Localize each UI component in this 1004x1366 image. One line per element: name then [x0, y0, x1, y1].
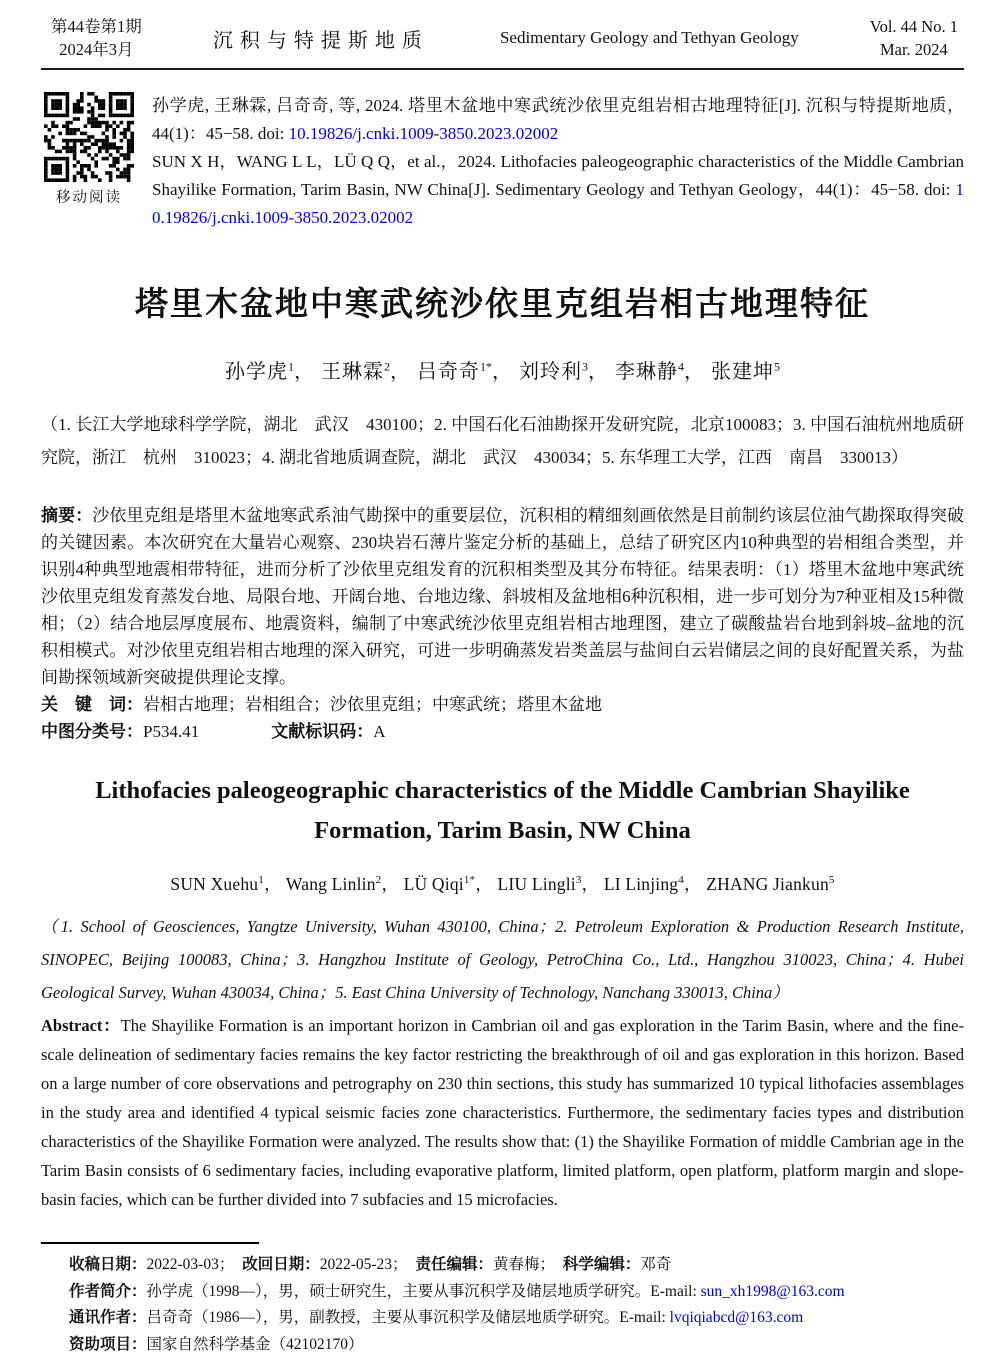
author-en: LI Linjing$^4$，: [603, 874, 702, 894]
abstract-cn-label: 摘要：: [41, 506, 93, 525]
citation-cn: [152, 92, 964, 148]
authors-cn: [41, 355, 964, 384]
corresponding-email-link[interactable]: lvqiqiabcd@163.com: [669, 1309, 804, 1326]
journal-name-cn: 沉积与特提斯地质: [212, 29, 429, 52]
keywords-cn-text: 岩相古地理；岩相组合；沙依里克组；中寒武统；塔里木盆地: [143, 695, 602, 714]
affiliations-cn: （1. 长江大学地球科学学院，湖北 武汉 430100；2. 中国石化石油勘探开发研究院，北京100083；3. 中国石油杭州地质研究院，浙江 杭州 310023；4. 湖北省地质调查院，湖北 武汉 430034；5. 东华理工大学，江西 南昌 330013）: [41, 415, 964, 467]
author-affil-sup: 1*: [463, 874, 476, 887]
author-en: Wang Linlin$^2$，: [285, 874, 400, 894]
author-bio-line: 作者简介：孙学虎（1998—），男，硕士研究生，主要从事沉积学及储层地质学研究。E-mail: sun_xh1998@163.com: [69, 1282, 845, 1300]
affiliations-en: （1. School of Geosciences, Yangtze University, Wuhan 430100, China；2. Petroleum Exploration & Production Research Institute, SINOPEC, Beijing 100083, China；3. Hangzhou Institute of Geology, PetroChina Co., Ltd., Hangzhou 310023, China；4. Hubei Geological Survey, Wuhan 430034, China；5. East China University of Technology, Nanchang 330013, China）: [41, 917, 964, 1002]
qr-column: [41, 92, 137, 232]
author-affil-sup: 1: [258, 874, 264, 887]
author-en: LIU Lingli$^3$，: [497, 874, 600, 894]
author-cn: 张建坤$^5$: [711, 359, 780, 383]
author-affil-sup: 3: [575, 874, 582, 887]
revised-date: 改回日期：2022-05-23；: [242, 1256, 408, 1273]
author-affil-sup: 4: [678, 359, 684, 374]
doi-link-en[interactable]: 10.19826/j.cnki.1009-3850.2023.02002: [152, 180, 964, 227]
author-email-link[interactable]: sun_xh1998@163.com: [700, 1282, 845, 1300]
received-date: 收稿日期：2022-03-03；: [69, 1256, 235, 1273]
doc-code-label: 文献标识码：: [271, 722, 374, 741]
author-cn: 刘玲利$^3$，: [519, 359, 609, 383]
authors-en: [41, 871, 964, 896]
journal-header: [41, 14, 964, 70]
doi-link-cn[interactable]: 10.19826/j.cnki.1009-3850.2023.02002: [288, 124, 559, 143]
author-affil-sup: 5: [828, 874, 835, 887]
clc-label: 中图分类号：: [41, 722, 143, 741]
citation-en-text: SUN X H，WANG L L，LÜ Q Q，et al.，2024. Lithofacies paleogeographic characteristics of the Middle Cambrian Shayilike Formation, Tarim Basin, NW China[J]. Sedimentary Geology and Tethyan Geology，44(1)：45−58. doi:: [152, 152, 964, 199]
author-cn: 李琳静$^4$，: [615, 359, 705, 383]
footnote-rule: [41, 1242, 259, 1244]
author-en: LÜ Qiqi$^{1*}$，: [403, 874, 493, 894]
abstract-cn-text: 沙依里克组是塔里木盆地寒武系油气勘探中的重要层位，沉积相的精细刻画依然是目前制约该层位油气勘探取得突破的关键因素。本次研究在大量岩心观察、230块岩石薄片鉴定分析的基础上，总结了研究区内10种典型的岩相组合类型，并识别4种典型地震相带特征，进而分析了沙依里克组发育的沉积相类型及其分布特征。结果表明：（1）塔里木盆地中寒武统沙依里克组发育蒸发台地、局限台地、开阔台地、台地边缘、斜坡相及盆地相6种沉积相，进一步可划分为7种亚相及15种微相；（2）结合地层厚度展布、地震资料，编制了中寒武统沙依里克组岩相古地理图，建立了碳酸盐岩台地到斜坡–盆地的沉积相模式。对沙依里克组岩相古地理的深入研究，可进一步明确蒸发岩类盖层与盐间白云岩储层之间的良好配置关系，为盐间勘探领域新突破提供理论支撑。: [41, 506, 965, 687]
citation-block: [41, 92, 964, 232]
doc-code-value: A: [373, 722, 386, 741]
author-affil-sup: 4: [678, 874, 684, 887]
author-affil-sup: 3: [582, 359, 588, 374]
paper-title-en: Lithofacies paleogeographic characteristics of the Middle Cambrian Shayilike Formation, Tarim Basin, NW China: [95, 777, 910, 844]
author-affil-sup: 2: [375, 874, 382, 887]
paper-title-cn: 塔里木盆地中寒武统沙依里克组岩相古地理特征: [135, 285, 870, 322]
author-en: ZHANG Jiankun$^5$: [706, 874, 835, 894]
author-affil-sup: 1*: [480, 359, 492, 374]
footnote-block: [41, 1242, 964, 1358]
citation-cn-text: 孙学虎, 王琳霖, 吕奇奇, 等, 2024. 塔里木盆地中寒武统沙依里克组岩相古地理特征[J]. 沉积与特提斯地质，44(1)：45−58. doi:: [152, 96, 964, 143]
science-editor: 科学编辑：邓奇: [562, 1256, 672, 1273]
abstract-en-label: Abstract：: [41, 1016, 121, 1035]
issue-volume-cn: 第44卷第1期: [51, 17, 142, 36]
author-affil-sup: 5: [774, 359, 780, 374]
funding-line: 资助项目：国家自然科学基金（42102170）: [69, 1335, 364, 1353]
corresponding-author-line: 通讯作者：吕奇奇（1986—），男，副教授，主要从事沉积学及储层地质学研究。E-mail: lvqiqiabcd@163.com: [69, 1309, 804, 1326]
journal-name-en: Sedimentary Geology and Tethyan Geology: [499, 28, 799, 47]
issue-info-cn: [51, 15, 142, 61]
author-affil-sup: 2: [384, 359, 390, 374]
abstract-cn: [41, 502, 964, 691]
qr-caption: 移动阅读: [56, 190, 122, 206]
issue-date-en: Mar. 2024: [879, 40, 948, 59]
citation-text: [152, 92, 964, 232]
author-cn: 孙学虎$^1$，: [225, 359, 315, 383]
footnote-dates-line: [41, 1252, 964, 1279]
issue-volume-en: Vol. 44 No. 1: [869, 17, 958, 36]
abstract-en-text: The Shayilike Formation is an important horizon in Cambrian oil and gas exploration in the Tarim Basin, where and the fine-scale delineation of sedimentary facies remains the key factor restricting the breakthrough of oil and gas exploration in this horizon. Based on a large number of core observations and petrography on 230 thin sections, this study has summarized 10 typical lithofacies assemblages in the study area and identified 4 typical seismic facies zone characteristics. Furthermore, the sedimentary facies types and distribution characteristics of the Shayilike Formation were analyzed. The results show that: (1) the Shayilike Formation of middle Cambrian age in the Tarim Basin consists of 6 sedimentary facies, including evaporative platform, limited platform, open platform, platform margin and slope-basin facies, which can be further divided into 7 subfacies and 15 microfacies.: [41, 1016, 964, 1209]
issue-date-cn: 2024年3月: [59, 40, 134, 59]
author-en: SUN Xuehu$^1$，: [170, 874, 282, 894]
author-affil-sup: 1: [288, 359, 294, 374]
qr-code-icon: [44, 92, 134, 182]
author-cn: 吕奇奇$^{1*}$，: [417, 359, 513, 383]
keywords-cn-label: 关 键 词：: [41, 695, 143, 714]
citation-en: [152, 148, 964, 232]
clc-value: P534.41: [143, 722, 200, 741]
clc-line: [41, 718, 964, 745]
author-cn: 王琳霖$^2$，: [321, 359, 411, 383]
responsible-editor: 责任编辑：黄春梅；: [415, 1256, 555, 1273]
abstract-en: [41, 1011, 964, 1214]
keywords-cn: [41, 691, 964, 718]
issue-info-en: [870, 15, 958, 61]
